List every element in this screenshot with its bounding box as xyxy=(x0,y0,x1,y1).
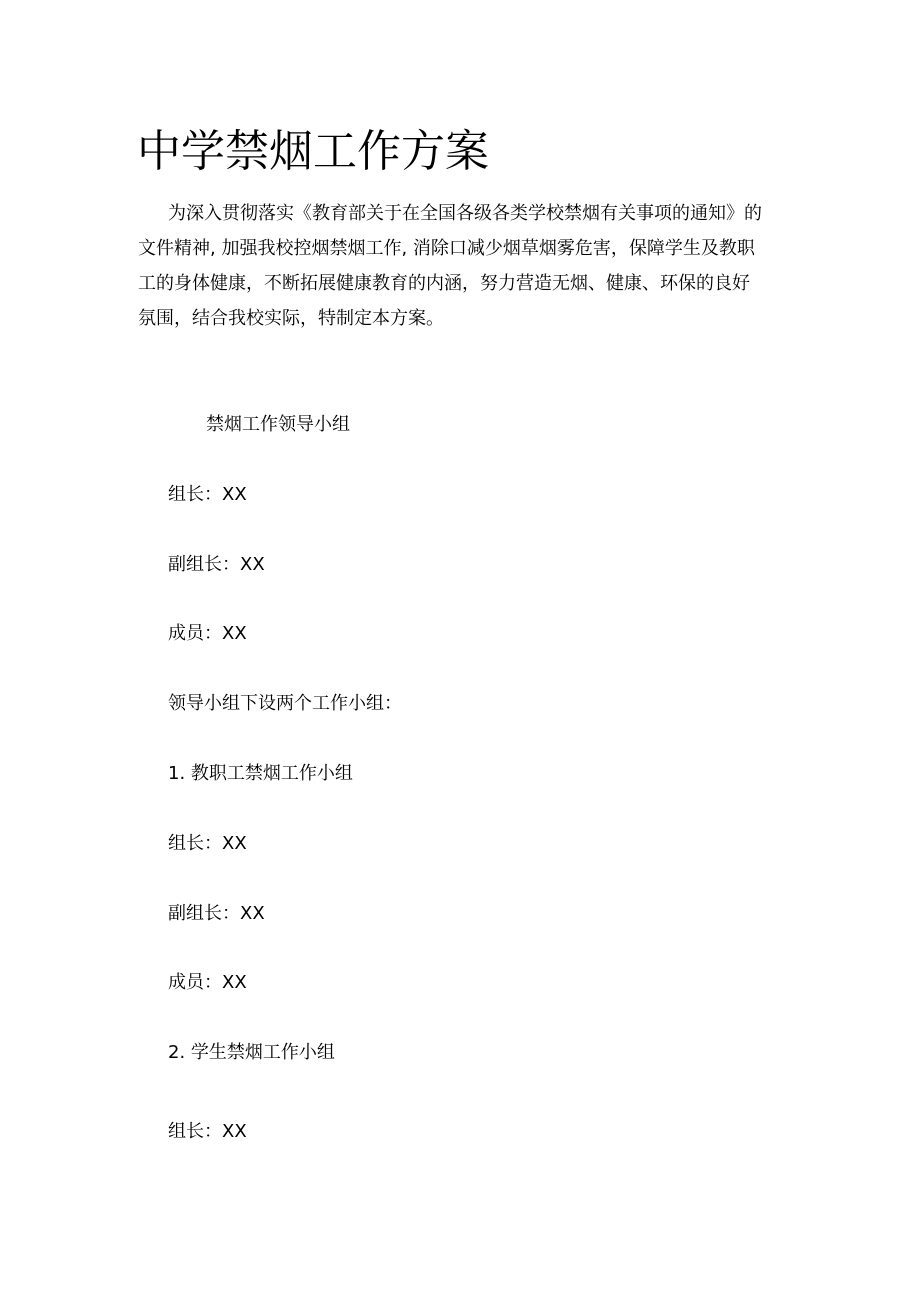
leadership-deputy: 副组长：XX xyxy=(168,554,265,575)
leadership-leader: 组长：XX xyxy=(168,484,247,505)
intro-line: 文件精神, 加强我校控烟禁烟工作, 消除口减少烟草烟雾危害，保障学生及教职 xyxy=(138,238,755,259)
intro-line: 氛围，结合我校实际，特制定本方案。 xyxy=(138,308,444,329)
subgroups-intro: 领导小组下设两个工作小组： xyxy=(168,693,402,714)
group1-heading: 1. 教职工禁烟工作小组 xyxy=(168,763,353,784)
intro-paragraph xyxy=(138,196,788,336)
document-title: 中学禁烟工作方案 xyxy=(137,126,489,177)
group1-leader: 组长：XX xyxy=(168,833,247,854)
section-heading: 禁烟工作领导小组 xyxy=(206,414,350,435)
intro-line: 工的身体健康，不断拓展健康教育的内涵，努力营造无烟、健康、环保的良好 xyxy=(138,273,750,294)
leadership-members: 成员：XX xyxy=(168,623,247,644)
group1-members: 成员：XX xyxy=(168,972,247,993)
group1-deputy: 副组长：XX xyxy=(168,903,265,924)
intro-line: 为深入贯彻落实《教育部关于在全国各级各类学校禁烟有关事项的通知》的 xyxy=(168,203,762,224)
group2-heading: 2. 学生禁烟工作小组 xyxy=(168,1042,335,1063)
group2-leader: 组长：XX xyxy=(168,1121,247,1142)
